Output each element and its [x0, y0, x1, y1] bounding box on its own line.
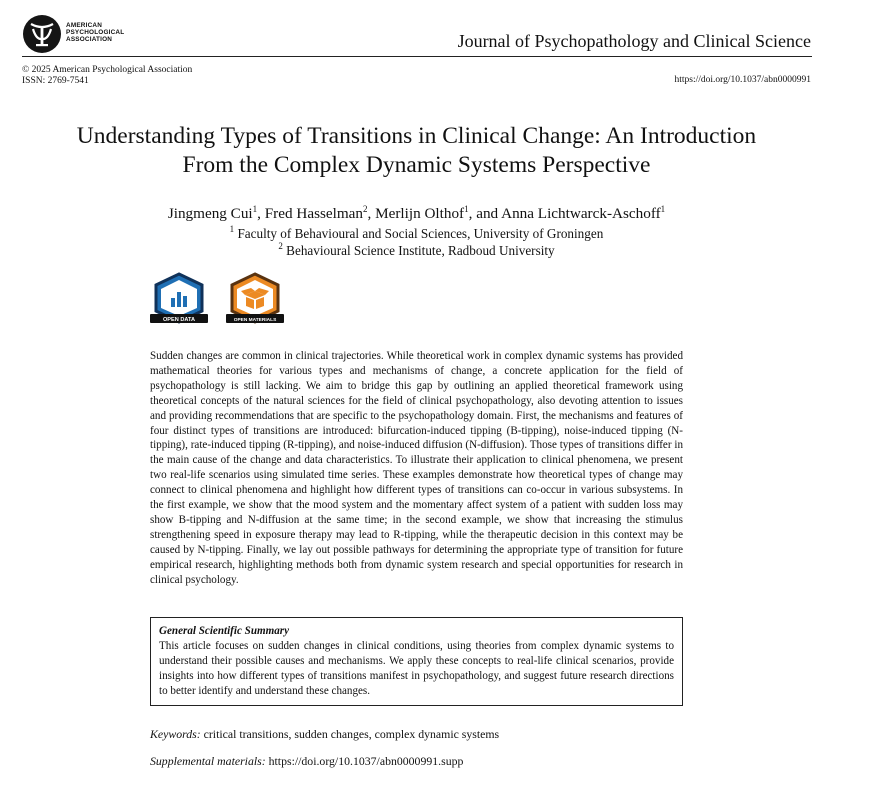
author-name: Jingmeng Cui	[167, 205, 253, 222]
supplemental-label: Supplemental materials:	[150, 754, 266, 768]
affiliation-1: $^1$ Faculty of Behavioural and Social Sciences, University of Groningen	[229, 224, 604, 241]
keywords-label: Keywords:	[150, 727, 201, 741]
author-name: Merlijn Olthof	[375, 205, 465, 222]
copyright-line: © 2025 American Psychological Association	[22, 65, 193, 75]
apa-logo-icon	[22, 14, 62, 54]
keywords-line	[150, 727, 499, 742]
supplemental-line	[150, 754, 463, 769]
badge-label: OPEN DATA	[162, 317, 196, 323]
issn-line: ISSN: 2769-7541	[22, 75, 89, 86]
author-list: Jingmeng Cui$^1$, Fred Hasselman$^2$, Merlijn Olthof$^1$, and Anna Lichtwarck-Aschoff$^1$	[167, 204, 666, 222]
keywords-text: critical transitions, sudden changes, complex dynamic systems	[203, 727, 500, 741]
summary-heading: General Scientific Summary	[159, 625, 290, 637]
summary-body: This article focuses on sudden changes in clinical conditions, using theories from complex dynamic systems to understand their possible causes and mechanisms. We apply these concepts to real-life clinical scenarios, provide insights into how different types of transitions manifest in psychopathology, and suggest future research directions to better identify and understand these changes.	[159, 639, 674, 697]
badge-label: OPEN MATERIALS	[233, 318, 277, 323]
open-materials-badge[interactable]	[226, 272, 284, 328]
copyright-block	[22, 65, 192, 86]
author-name: Fred Hasselman	[264, 205, 364, 222]
abstract-text: Sudden changes are common in clinical trajectories. While theoretical work in complex dynamic systems has provided mathematical theories for various types and mechanisms of change, a concrete application for the field of psychopathology is still lacking. We aim to bridge this gap by outlining an applied theoretical framework using theoretical concepts of the natural sciences for the field of clinical psychopathology, also devoting attention to issues and providing recommendations that are specific to the psychopathology domain. First, the mechanisms and features of four distinct types of transitions are introduced: bifurcation-induced tipping (B-tipping), noise-induced tipping (N-tipping), rate-induced tipping (R-tipping), and noise-induced diffusion (N-diffusion). Those types of transitions differ in the main cause of the change and data characteristics. To illustrate their application to clinical phenomena, we present two real-life scenarios using simulated time series. These examples demonstrate how theoretical types of change may connect to clinical phenomena and highlight how different types of transitions can co-occur in various subsystems. In the first example, we show that the mood system and the momentary affect system of a patient with sudden loss may show B-tipping and N-diffusion at the same time; in the second example, we show that increasing the stimulus strengthening speed in exposure therapy may lead to R-tipping, while the therapeutic decision in this context may be caused by N-tipping. Finally, we lay out possible pathways for determining the appropriate type of transition for future empirical research, highlighting methods both from dynamic system research and special opportunities for research in clinical psychology.	[150, 350, 683, 586]
open-data-badge[interactable]	[150, 272, 208, 328]
supplemental-link[interactable]: https://doi.org/10.1037/abn0000991.supp	[268, 754, 464, 768]
doi-link[interactable]: https://doi.org/10.1037/abn0000991	[674, 75, 811, 85]
header-divider	[22, 56, 812, 57]
author-name: Anna Lichtwarck-Aschoff	[501, 205, 661, 222]
article-title: Understanding Types of Transitions in Clinical Change: An Introduction From the Complex Dynamic Systems Perspective	[76, 123, 757, 178]
summary-box	[150, 617, 683, 706]
affiliation-2: $^2$ Behavioural Science Institute, Radboud University	[278, 241, 555, 258]
journal-name: Journal of Psychopathology and Clinical Science	[457, 31, 811, 51]
publisher-name: AMERICAN PSYCHOLOGICAL ASSOCIATION	[66, 22, 125, 44]
